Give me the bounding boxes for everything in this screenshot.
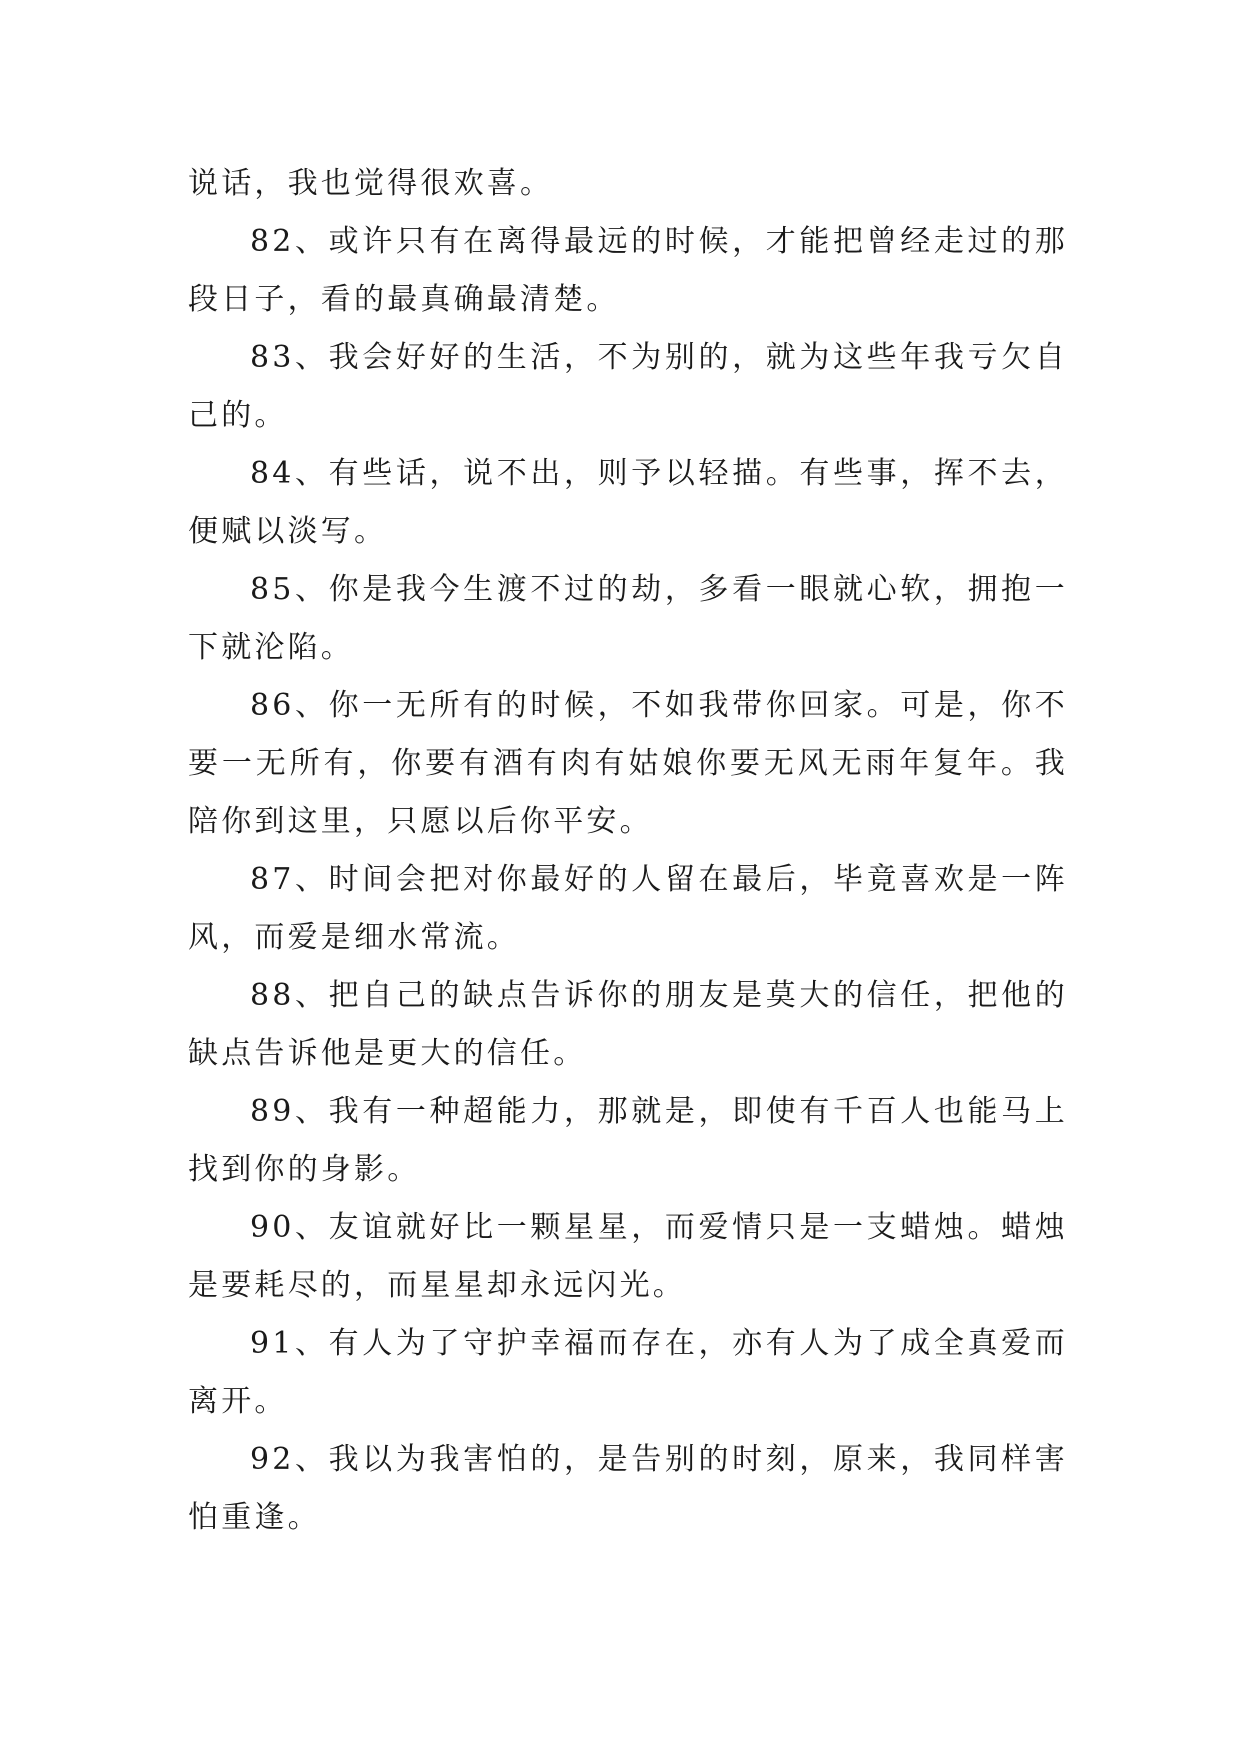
document-body xyxy=(188,155,1068,1547)
paragraph-90: 90、友谊就好比一颗星星，而爱情只是一支蜡烛。蜡烛是要耗尽的，而星星却永远闪光。 xyxy=(188,1210,1068,1303)
paragraph-91: 91、有人为了守护幸福而存在，亦有人为了成全真爱而离开。 xyxy=(188,1326,1068,1419)
paragraph-92: 92、我以为我害怕的，是告别的时刻，原来，我同样害怕重逢。 xyxy=(188,1442,1068,1535)
paragraph-82: 82、或许只有在离得最远的时候，才能把曾经走过的那段日子，看的最真确最清楚。 xyxy=(188,224,1068,317)
paragraph-continuation: 说话，我也觉得很欢喜。 xyxy=(188,166,554,201)
paragraph-86: 86、你一无所有的时候，不如我带你回家。可是，你不要一无所有，你要有酒有肉有姑娘你要无风无雨年复年。我陪你到这里，只愿以后你平安。 xyxy=(188,688,1068,839)
paragraph-87: 87、时间会把对你最好的人留在最后，毕竟喜欢是一阵风，而爱是细水常流。 xyxy=(188,862,1068,955)
paragraph-89: 89、我有一种超能力，那就是，即使有千百人也能马上找到你的身影。 xyxy=(188,1094,1068,1187)
paragraph-83: 83、我会好好的生活，不为别的，就为这些年我亏欠自己的。 xyxy=(188,340,1068,433)
paragraph-84: 84、有些话，说不出，则予以轻描。有些事，挥不去，便赋以淡写。 xyxy=(188,456,1068,549)
paragraph-88: 88、把自己的缺点告诉你的朋友是莫大的信任，把他的缺点告诉他是更大的信任。 xyxy=(188,978,1068,1071)
paragraph-85: 85、你是我今生渡不过的劫，多看一眼就心软，拥抱一下就沦陷。 xyxy=(188,572,1068,665)
